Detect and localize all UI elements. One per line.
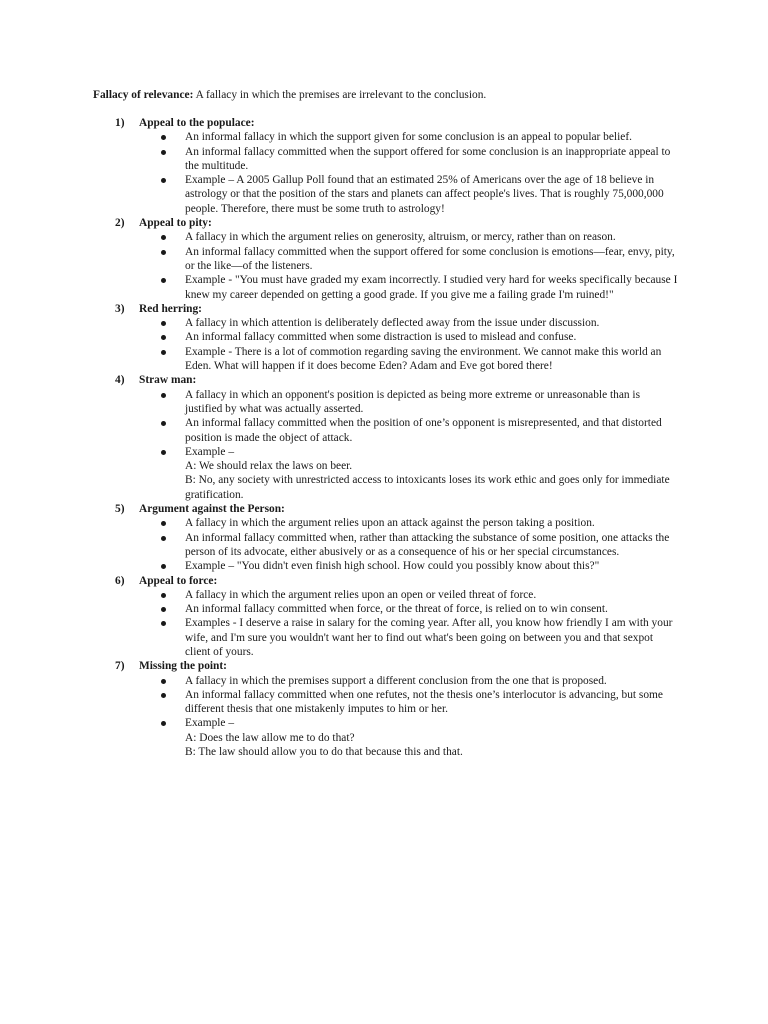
bullet-icon (161, 321, 166, 326)
bullet-item (139, 230, 680, 244)
bullet-item (139, 273, 680, 302)
bullet-icon (161, 150, 166, 155)
bullet-icon (161, 393, 166, 398)
bullet-icon (161, 593, 166, 598)
bullet-item (139, 531, 680, 560)
bullet-text: An informal fallacy committed when the position of one’s opponent is misrepresented, and that distorted position is made the object of attack. (185, 417, 662, 444)
bullet-text: Example - There is a lot of commotion regarding saving the environment. We cannot make this world an Eden. What will happen if it does become Eden? Adam and Eve got bored there! (185, 345, 662, 373)
section-title: Missing the point: (139, 660, 227, 673)
fallacy-section (115, 302, 680, 373)
bullet-item (139, 688, 680, 717)
section-title: Appeal to pity: (139, 217, 212, 230)
section-title: Red herring: (139, 302, 202, 315)
bullet-text: An informal fallacy committed when the support offered for some conclusion is an inappropriate appeal to the multitude. (185, 145, 671, 172)
bullet-icon (161, 621, 166, 626)
bullet-list (139, 516, 680, 573)
bullet-item (139, 559, 680, 573)
fallacy-section (115, 116, 680, 216)
bullet-text: An informal fallacy committed when some distraction is used to mislead and confuse. (185, 331, 577, 344)
bullet-item (139, 516, 680, 530)
bullet-icon (161, 693, 166, 698)
section-number: 1) (115, 117, 125, 129)
bullet-text: Example - "You must have graded my exam incorrectly. I studied very hard for weeks specifically because I knew my career depended on getting a good grade. If you give me a failing grade I'm ruined!" (185, 274, 678, 301)
bullet-icon (161, 250, 166, 255)
bullet-text: Examples - I deserve a raise in salary for the coming year. After all, you know how friendly I am with your wife, and I'm sure you wouldn't want her to find out what's been going on between you and that sexpot client of yours. (185, 617, 673, 658)
heading-definition: A fallacy in which the premises are irrelevant to the conclusion. (193, 89, 487, 101)
bullet-icon (161, 278, 166, 283)
fallacy-list (115, 116, 680, 759)
section-number: 4) (115, 374, 125, 387)
bullet-text: A fallacy in which the argument relies upon an attack against the person taking a position. (185, 517, 595, 530)
bullet-text: A fallacy in which the argument relies on generosity, altruism, or mercy, rather than on reason. (185, 231, 616, 244)
fallacy-section (115, 659, 680, 759)
bullet-item (139, 245, 680, 274)
bullet-icon (161, 178, 166, 183)
bullet-text: Example – A 2005 Gallup Poll found that an estimated 25% of Americans over the age of 18 believe in astrology or that the position of the stars and planets can affect people's lives. That is roughly 75,000,000 people. Therefore, there must be some truth to astrology! (185, 174, 664, 215)
bullet-icon (161, 135, 166, 140)
bullet-icon (161, 421, 166, 426)
section-number: 7) (115, 660, 125, 673)
bullet-icon (161, 536, 166, 541)
bullet-icon (161, 679, 166, 684)
section-title: Straw man: (139, 374, 197, 387)
bullet-item (139, 345, 680, 374)
section-title: Argument against the Person: (139, 503, 285, 516)
example-dialogue-line: A: We should relax the laws on beer. (185, 460, 353, 473)
section-number: 6) (115, 574, 125, 587)
section-number: 5) (115, 503, 125, 516)
bullet-text: An informal fallacy committed when one refutes, not the thesis one’s interlocutor is advancing, but some different thesis that one mistakenly imputes to him or her. (185, 688, 663, 716)
bullet-item (139, 602, 680, 616)
bullet-icon (161, 607, 166, 612)
bullet-item (139, 330, 680, 344)
bullet-text: A fallacy in which the argument relies upon an open or veiled threat of force. (185, 588, 537, 601)
bullet-item (139, 316, 680, 330)
example-item (139, 445, 680, 502)
bullet-item (139, 173, 680, 216)
bullet-icon (161, 450, 166, 455)
example-dialogue-line: B: The law should allow you to do that because this and that. (185, 746, 463, 759)
bullet-icon (161, 350, 166, 355)
bullet-list (139, 588, 680, 659)
fallacy-section (115, 373, 680, 502)
section-title: Appeal to force: (139, 574, 218, 587)
bullet-item (139, 588, 680, 602)
document-heading (93, 88, 486, 102)
bullet-text: A fallacy in which the premises support a different conclusion from the one that is proposed. (185, 674, 607, 687)
bullet-text: A fallacy in which attention is deliberately deflected away from the issue under discussion. (185, 317, 600, 330)
section-title: Appeal to the populace: (139, 117, 255, 129)
bullet-text: Example – "You didn't even finish high school. How could you possibly know about this?" (185, 560, 600, 573)
bullet-text: An informal fallacy committed when, rather than attacking the substance of some position, one attacks the person of its advocate, either abusively or as a consequence of his or her special circumstances. (185, 531, 670, 558)
example-label: Example – (185, 717, 235, 730)
bullet-item (139, 416, 680, 445)
section-number: 2) (115, 217, 125, 230)
bullet-item (139, 674, 680, 688)
bullet-text: A fallacy in which an opponent's position is depicted as being more extreme or unreasonable than is justified by what was actually asserted. (185, 388, 641, 415)
bullet-icon (161, 235, 166, 240)
fallacy-section (115, 574, 680, 660)
bullet-item (139, 130, 680, 144)
fallacy-section (115, 216, 680, 302)
bullet-icon (161, 721, 166, 726)
example-dialogue-line: A: Does the law allow me to do that? (185, 731, 355, 744)
bullet-item (139, 145, 680, 174)
bullet-item (139, 616, 680, 659)
bullet-list (139, 316, 680, 373)
bullet-icon (161, 564, 166, 569)
example-item (139, 716, 680, 759)
fallacy-section (115, 502, 680, 573)
section-number: 3) (115, 302, 125, 315)
bullet-item (139, 388, 680, 417)
bullet-list (139, 130, 680, 216)
bullet-list (139, 230, 680, 301)
bullet-text: An informal fallacy committed when force, or the threat of force, is relied on to win consent. (185, 603, 608, 616)
bullet-icon (161, 335, 166, 340)
bullet-text: An informal fallacy in which the support given for some conclusion is an appeal to popular belief. (185, 131, 632, 144)
bullet-list (139, 388, 680, 502)
bullet-list (139, 674, 680, 760)
example-dialogue-line: B: No, any society with unrestricted access to intoxicants loses its work ethic and goes only for immediate gratification. (185, 474, 670, 501)
example-label: Example – (185, 445, 235, 458)
bullet-text: An informal fallacy committed when the support offered for some conclusion is emotions—fear, envy, pity, or the like—of the listeners. (185, 245, 675, 272)
bullet-icon (161, 521, 166, 526)
heading-term: Fallacy of relevance: (93, 89, 194, 101)
